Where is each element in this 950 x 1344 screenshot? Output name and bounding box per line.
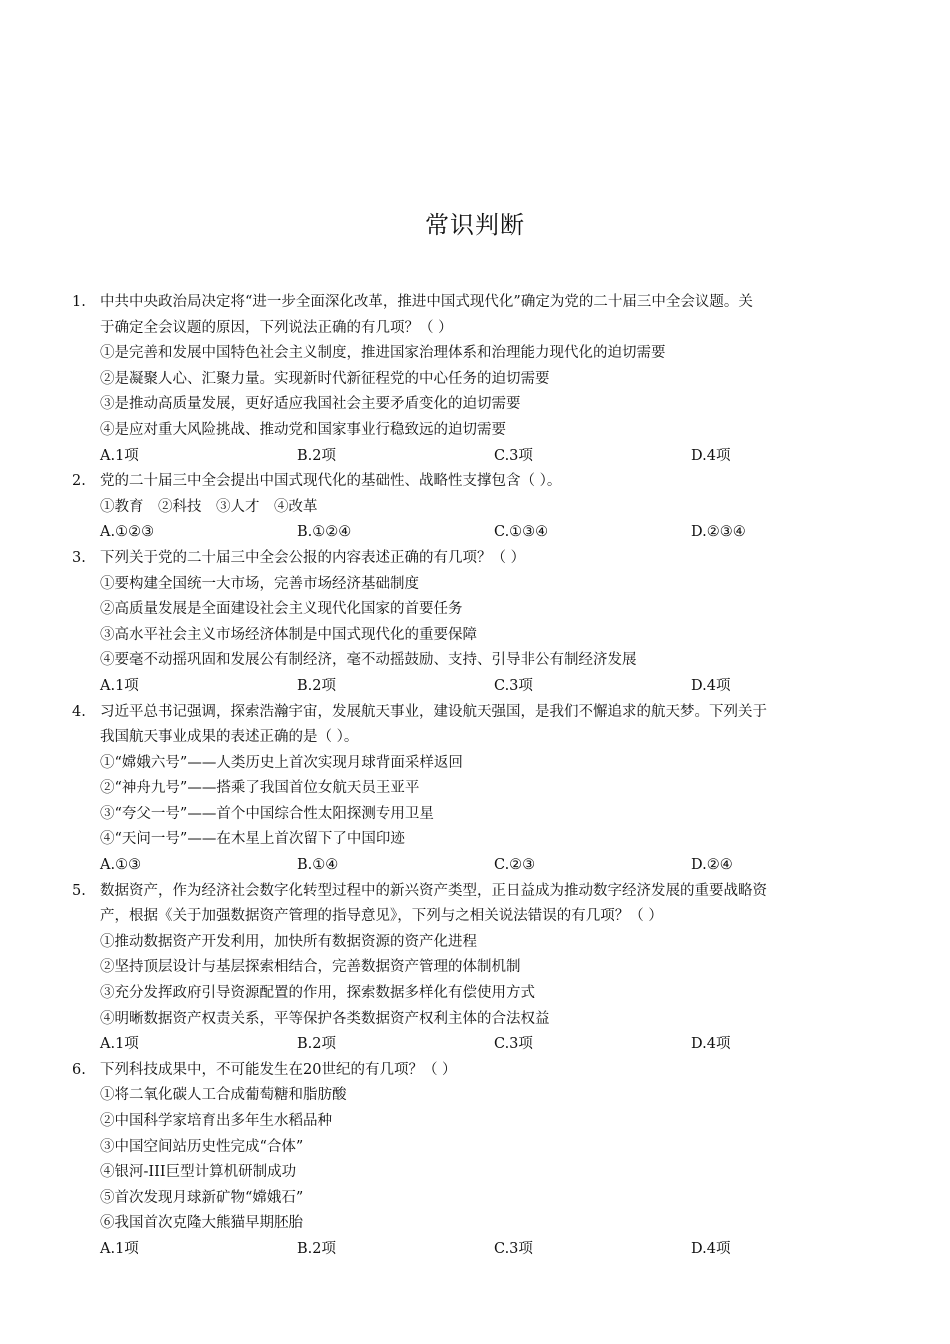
stem-line: 于确定全会议题的原因，下列说法正确的有几项？（ ） — [100, 319, 453, 336]
question-stem — [72, 879, 882, 905]
stem-line: 产，根据《关于加强数据资产管理的指导意见》，下列与之相关说法错误的有几项？（ ） — [100, 908, 663, 925]
answer-options — [72, 520, 882, 546]
question-stem — [72, 546, 882, 572]
option-d: D.4项 — [691, 677, 731, 694]
statement-item: ④是应对重大风险挑战、推动党和国家事业行稳致远的迫切需要 — [100, 421, 506, 438]
option-d: D.②④ — [691, 857, 733, 874]
option-c: C.②③ — [494, 857, 536, 874]
stem-line: 习近平总书记强调，探索浩瀚宇宙，发展航天事业，建设航天强国，是我们不懈追求的航天梦。下列关于 — [100, 703, 767, 720]
option-b: B.2项 — [297, 1240, 336, 1257]
answer-options — [72, 1237, 882, 1263]
option-a: A.1项 — [100, 1036, 139, 1053]
question-3 — [72, 546, 882, 700]
statement-item: ④要毫不动摇巩固和发展公有制经济，毫不动摇鼓励、支持、引导非公有制经济发展 — [100, 652, 637, 669]
question-number: 2. — [72, 473, 86, 490]
option-d: D.4项 — [691, 1240, 731, 1257]
option-b: B.2项 — [297, 677, 336, 694]
option-d: D.4项 — [691, 447, 731, 464]
option-c: C.3项 — [494, 677, 533, 694]
statement-item: ④银河-III巨型计算机研制成功 — [100, 1164, 297, 1181]
option-c: C.①③④ — [494, 524, 549, 541]
option-a: A.①③ — [100, 857, 142, 874]
question-1 — [72, 290, 882, 469]
option-c: C.3项 — [494, 1036, 533, 1053]
statement-item: ④明晰数据资产权责关系，平等保护各类数据资产权利主体的合法权益 — [100, 1010, 550, 1027]
stem-line: 数据资产，作为经济社会数字化转型过程中的新兴资产类型，正日益成为推动数字经济发展的重要战略资 — [100, 882, 767, 899]
option-b: B.①②④ — [297, 524, 352, 541]
option-b: B.2项 — [297, 447, 336, 464]
question-2 — [72, 469, 882, 546]
option-d: D.②③④ — [691, 524, 746, 541]
question-number: 3. — [72, 549, 86, 566]
statement-item: ①是完善和发展中国特色社会主义制度，推进国家治理体系和治理能力现代化的迫切需要 — [100, 345, 666, 362]
statement-item: ①要构建全国统一大市场，完善市场经济基础制度 — [100, 575, 419, 592]
option-d: D.4项 — [691, 1036, 731, 1053]
option-a: A.1项 — [100, 447, 139, 464]
statement-item: ③充分发挥政府引导资源配置的作用，探索数据多样化有偿使用方式 — [100, 985, 535, 1002]
option-a: A.1项 — [100, 677, 139, 694]
question-number: 4. — [72, 703, 86, 720]
answer-options — [72, 1032, 882, 1058]
answer-options — [72, 853, 882, 879]
statement-item: ①“嫦娥六号”——人类历史上首次实现月球背面采样返回 — [100, 754, 463, 771]
option-a: A.1项 — [100, 1240, 139, 1257]
question-stem — [72, 1058, 882, 1084]
question-6 — [72, 1058, 882, 1263]
answer-options — [72, 674, 882, 700]
statement-item: ②“神舟九号”——搭乘了我国首位女航天员王亚平 — [100, 780, 420, 797]
option-c: C.3项 — [494, 447, 533, 464]
question-number: 5. — [72, 882, 86, 899]
option-b: B.①④ — [297, 857, 339, 874]
page-title: 常识判断 — [425, 211, 525, 239]
question-list — [72, 290, 882, 1263]
statement-item: ①教育 ②科技 ③人才 ④改革 — [100, 498, 318, 515]
statement-item: ⑥我国首次克隆大熊猫早期胚胎 — [100, 1215, 303, 1232]
answer-options — [72, 444, 882, 470]
statement-item: ⑤首次发现月球新矿物“嫦娥石” — [100, 1189, 304, 1206]
stem-line: 中共中央政治局决定将“进一步全面深化改革，推进中国式现代化”确定为党的二十届三中全会议题。关 — [100, 294, 753, 310]
question-stem — [72, 700, 882, 726]
statement-item: ②中国科学家培育出多年生水稻品种 — [100, 1113, 332, 1129]
statement-item: ③是推动高质量发展，更好适应我国社会主要矛盾变化的迫切需要 — [100, 396, 521, 413]
question-number: 6. — [72, 1061, 86, 1078]
question-stem — [72, 469, 882, 495]
statement-item: ①将二氧化碳人工合成葡萄糖和脂肪酸 — [100, 1087, 347, 1104]
statement-item: ②是凝聚人心、汇聚力量。实现新时代新征程党的中心任务的迫切需要 — [100, 370, 550, 387]
statement-item: ③中国空间站历史性完成“合体” — [100, 1138, 304, 1155]
statement-item: ③高水平社会主义市场经济体制是中国式现代化的重要保障 — [100, 626, 477, 643]
statement-item: ②高质量发展是全面建设社会主义现代化国家的首要任务 — [100, 601, 463, 618]
statement-item: ④“天问一号”——在木星上首次留下了中国印迹 — [100, 831, 405, 848]
question-5 — [72, 879, 882, 1058]
stem-line: 下列科技成果中，不可能发生在20世纪的有几项？（ ） — [100, 1061, 457, 1078]
option-b: B.2项 — [297, 1036, 336, 1053]
statement-item: ①推动数据资产开发利用，加快所有数据资源的资产化进程 — [100, 933, 477, 950]
question-stem — [72, 290, 882, 316]
option-c: C.3项 — [494, 1240, 533, 1257]
question-number: 1. — [72, 294, 86, 310]
stem-line: 我国航天事业成果的表述正确的是（ ）。 — [100, 729, 359, 746]
statement-item: ③“夸父一号”——首个中国综合性太阳探测专用卫星 — [100, 805, 434, 822]
statement-item: ②坚持顶层设计与基层探索相结合，完善数据资产管理的体制机制 — [100, 959, 521, 976]
question-4 — [72, 700, 882, 879]
stem-line: 党的二十届三中全会提出中国式现代化的基础性、战略性支撑包含（ ）。 — [100, 473, 562, 490]
stem-line: 下列关于党的二十届三中全会公报的内容表述正确的有几项？（ ） — [100, 549, 526, 566]
option-a: A.①②③ — [100, 524, 155, 541]
